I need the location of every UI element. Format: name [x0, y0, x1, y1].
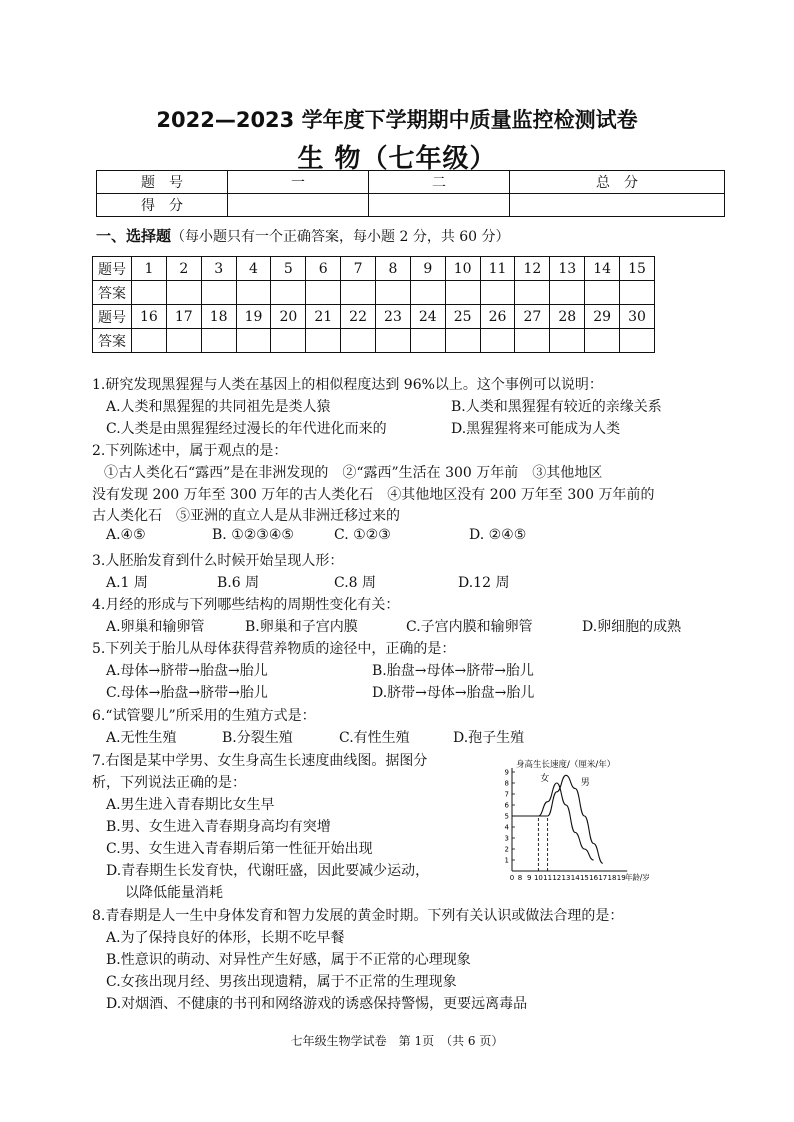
q6-stem: 6.“试管婴儿”所采用的生殖方式是： — [92, 708, 316, 724]
q4-stem: 4.月经的形成与下列哪些结构的周期性变化有关： — [92, 597, 400, 613]
q3-option-a[interactable]: A.1 周 — [106, 575, 148, 591]
grid-qnum: 30 — [620, 305, 655, 329]
exam-subtitle: 生 物（七年级） — [297, 144, 497, 174]
grid-qnum: 15 — [620, 257, 655, 281]
answer-cell[interactable] — [376, 281, 411, 305]
grid-label-question: 题号 — [93, 257, 132, 281]
answer-cell[interactable] — [201, 329, 236, 353]
answer-cell[interactable] — [201, 281, 236, 305]
x-tick-label: 16 — [589, 874, 599, 882]
x-tick-label: 17 — [598, 874, 608, 882]
answer-grid — [92, 256, 655, 353]
grid-qnum: 16 — [132, 305, 167, 329]
q7-option-c[interactable]: C.男、女生进入青春期后第一性征开始出现 — [106, 841, 373, 857]
answer-cell[interactable] — [341, 329, 376, 353]
y-tick-label: 5 — [504, 812, 509, 821]
q6-option-c[interactable]: C.有性生殖 — [339, 730, 410, 746]
q7-option-d[interactable]: D.青春期生长发育快，代谢旺盛，因此要减少运动， — [106, 863, 430, 879]
q1-option-d[interactable]: D.黑猩猩将来可能成为人类 — [451, 421, 621, 437]
answer-cell[interactable] — [620, 329, 655, 353]
grid-qnum: 20 — [271, 305, 306, 329]
chart-labels — [516, 759, 650, 882]
answer-cell[interactable] — [132, 281, 167, 305]
grid-qnum: 24 — [410, 305, 445, 329]
grid-qnum: 10 — [445, 257, 480, 281]
answer-cell[interactable] — [341, 281, 376, 305]
answer-grid-answer-row — [93, 329, 655, 353]
grid-qnum: 17 — [166, 305, 201, 329]
grid-qnum: 18 — [201, 305, 236, 329]
y-tick-label: 8 — [504, 779, 509, 788]
x-tick-label: 0 — [509, 874, 515, 882]
score-label-question: 题 号 — [97, 171, 228, 194]
score-label-total: 总 分 — [510, 171, 725, 194]
x-tick-label: 10 — [533, 874, 543, 882]
answer-cell[interactable] — [480, 281, 515, 305]
q4-option-d[interactable]: D.卵细胞的成熟 — [582, 619, 682, 635]
grid-qnum: 28 — [550, 305, 585, 329]
grid-qnum: 5 — [271, 257, 306, 281]
y-tick-label: 4 — [504, 823, 509, 832]
chart-title: 身高生长速度/（厘米/年） — [516, 760, 616, 770]
x-tick-label: 19 — [616, 874, 626, 882]
grid-qnum: 3 — [201, 257, 236, 281]
q3-stem: 3.人胚胎发育到什么时候开始呈现人形： — [92, 553, 344, 569]
grid-qnum: 25 — [445, 305, 480, 329]
q5-option-b[interactable]: B.胎盘→母体→脐带→胎儿 — [372, 663, 534, 679]
x-tick-label: 13 — [561, 874, 571, 882]
answer-cell[interactable] — [410, 329, 445, 353]
answer-cell[interactable] — [515, 329, 550, 353]
chart-series — [520, 775, 603, 863]
grid-qnum: 21 — [306, 305, 341, 329]
q5-option-c[interactable]: C.母体→胎盘→脐带→胎儿 — [106, 685, 268, 701]
score-table-score-row — [97, 194, 725, 217]
section1-title: 一、选择题 — [96, 227, 172, 245]
answer-cell[interactable] — [236, 329, 271, 353]
answer-grid-answer-row — [93, 281, 655, 305]
section1-heading — [96, 225, 510, 246]
grid-qnum: 7 — [341, 257, 376, 281]
answer-cell[interactable] — [166, 281, 201, 305]
q2-option-c[interactable]: C. ①②③ — [334, 527, 391, 543]
q2-statement-line: ①古人类化石“露西”是在非洲发现的 ②“露西”生活在 300 万年前 ③其他地区 — [104, 465, 603, 481]
answer-cell[interactable] — [585, 281, 620, 305]
grid-qnum: 26 — [480, 305, 515, 329]
q5-option-d[interactable]: D.脐带→母体→胎盘→胎儿 — [372, 685, 535, 701]
q8-option-c[interactable]: C.女孩出现月经、男孩出现遗精，属于不正常的生理现象 — [106, 974, 457, 990]
answer-cell[interactable] — [166, 329, 201, 353]
grid-qnum: 29 — [585, 305, 620, 329]
score-cell-total[interactable] — [510, 194, 725, 217]
answer-cell[interactable] — [445, 329, 480, 353]
grid-label-answer: 答案 — [93, 281, 132, 305]
answer-cell[interactable] — [271, 329, 306, 353]
q8-option-d[interactable]: D.对烟酒、不健康的书刊和网络游戏的诱惑保持警惕，更要远离毒品 — [106, 996, 528, 1012]
answer-cell[interactable] — [620, 281, 655, 305]
q7-option-d-cont: 以降低能量消耗 — [125, 885, 223, 901]
answer-cell[interactable] — [306, 281, 341, 305]
growth-rate-chart — [498, 757, 698, 889]
series-label-female: 女 — [540, 773, 550, 784]
x-tick-label: 11 — [543, 874, 553, 882]
answer-cell[interactable] — [550, 329, 585, 353]
series-line-female — [520, 783, 594, 860]
series-label-male: 男 — [580, 778, 590, 789]
y-tick-label: 6 — [504, 801, 509, 810]
q5-option-a[interactable]: A.母体→脐带→胎盘→胎儿 — [106, 663, 268, 679]
chart-guides — [512, 816, 548, 871]
answer-grid-question-row — [93, 305, 655, 329]
q3-option-b[interactable]: B.6 周 — [217, 575, 260, 591]
q7-stem: 7.右图是某中学男、女生身高生长速度曲线图。据图分 — [92, 753, 428, 769]
grid-qnum: 4 — [236, 257, 271, 281]
q2-option-b[interactable]: B. ①②③④⑤ — [212, 527, 294, 543]
score-cell-part2[interactable] — [369, 194, 510, 217]
x-tick-label: 12 — [552, 874, 562, 882]
q4-option-b[interactable]: B.卵巢和子宫内膜 — [245, 619, 358, 635]
grid-qnum: 8 — [376, 257, 411, 281]
x-tick-label: 18 — [607, 874, 617, 882]
grid-qnum: 6 — [306, 257, 341, 281]
q6-option-a[interactable]: A.无性生殖 — [106, 730, 177, 746]
grid-qnum: 11 — [480, 257, 515, 281]
q7-option-b[interactable]: B.男、女生进入青春期身高均有突增 — [106, 819, 331, 835]
answer-cell[interactable] — [550, 281, 585, 305]
q4-option-c[interactable]: C.子宫内膜和输卵管 — [406, 619, 533, 635]
x-tick-label: 14 — [570, 874, 580, 882]
q2-statement-line: 没有发现 200 万年至 300 万年的古人类化石 ④其他地区没有 200 万年至 300 万年前的 — [92, 487, 655, 503]
grid-label-answer: 答案 — [93, 329, 132, 353]
y-tick-label: 3 — [504, 834, 509, 843]
score-table — [96, 170, 725, 217]
grid-qnum: 27 — [515, 305, 550, 329]
x-tick-label: 15 — [579, 874, 589, 882]
score-label-part2: 二 — [369, 171, 510, 194]
chart-ticks — [505, 769, 626, 883]
answer-cell[interactable] — [376, 329, 411, 353]
q2-statement-line: 古人类化石 ⑤亚洲的直立人是从非洲迁移过来的 — [92, 508, 400, 524]
answer-cell[interactable] — [271, 281, 306, 305]
x-tick-label: 9 — [526, 874, 532, 882]
q5-stem: 5.下列关于胎儿从母体获得营养物质的途径中，正确的是： — [92, 641, 456, 657]
score-table-header-row — [97, 171, 725, 194]
score-cell-part1[interactable] — [228, 194, 369, 217]
series-line-male — [520, 775, 603, 863]
grid-qnum: 23 — [376, 305, 411, 329]
q1-option-a[interactable]: A.人类和黑猩猩的共同祖先是类人猿 — [106, 399, 331, 415]
grid-qnum: 19 — [236, 305, 271, 329]
answer-cell[interactable] — [236, 281, 271, 305]
grid-qnum: 22 — [341, 305, 376, 329]
q1-option-c[interactable]: C.人类是由黑猩猩经过漫长的年代进化而来的 — [106, 421, 387, 437]
x-tick-label: 8 — [517, 874, 523, 882]
q2-option-d[interactable]: D. ②④⑤ — [469, 527, 527, 543]
grid-qnum: 2 — [166, 257, 201, 281]
answer-cell[interactable] — [306, 329, 341, 353]
q7-stem-cont: 析，下列说法正确的是： — [92, 775, 246, 791]
grid-qnum: 9 — [410, 257, 445, 281]
answer-cell[interactable] — [515, 281, 550, 305]
q1-stem: 1.研究发现黑猩猩与人类在基因上的相似程度达到 96%以上。这个事例可以说明： — [92, 377, 603, 393]
q8-option-a[interactable]: A.为了保持良好的体形，长期不吃早餐 — [106, 930, 345, 946]
grid-qnum: 13 — [550, 257, 585, 281]
q1-option-b[interactable]: B.人类和黑猩猩有较近的亲缘关系 — [451, 399, 662, 415]
q6-option-d[interactable]: D.孢子生殖 — [453, 730, 525, 746]
q3-option-d[interactable]: D.12 周 — [458, 575, 510, 591]
answer-cell[interactable] — [445, 281, 480, 305]
answer-cell[interactable] — [132, 329, 167, 353]
grid-qnum: 12 — [515, 257, 550, 281]
grid-label-question: 题号 — [93, 305, 132, 329]
q3-option-c[interactable]: C.8 周 — [334, 575, 377, 591]
section1-note: （每小题只有一个正确答案，每小题 2 分，共 60 分） — [171, 229, 510, 245]
y-tick-label: 1 — [504, 856, 509, 865]
grid-qnum: 1 — [132, 257, 167, 281]
exam-title: 2022—2023 学年度下学期期中质量监控检测试卷 — [156, 108, 638, 132]
answer-cell[interactable] — [585, 329, 620, 353]
q2-option-a[interactable]: A.④⑤ — [106, 527, 146, 543]
y-tick-label: 2 — [504, 845, 509, 854]
x-axis-label: 年龄/岁 — [624, 873, 650, 882]
answer-cell[interactable] — [480, 329, 515, 353]
page-footer: 七年级生物学试卷 第 1页 （共 6 页） — [290, 1034, 504, 1048]
q4-option-a[interactable]: A.卵巢和输卵管 — [106, 619, 205, 635]
q7-option-a[interactable]: A.男生进入青春期比女生早 — [106, 797, 275, 813]
chart-axes — [512, 768, 627, 871]
y-tick-label: 9 — [504, 768, 509, 777]
answer-cell[interactable] — [410, 281, 445, 305]
grid-qnum: 14 — [585, 257, 620, 281]
q2-stem: 2.下列陈述中，属于观点的是： — [92, 443, 288, 459]
q6-option-b[interactable]: B.分裂生殖 — [222, 730, 293, 746]
q8-stem: 8.青春期是人一生中身体发育和智力发展的黄金时期。下列有关认识或做法合理的是： — [92, 908, 624, 924]
score-label-score: 得 分 — [97, 194, 228, 217]
q8-option-b[interactable]: B.性意识的萌动、对异性产生好感，属于不正常的心理现象 — [106, 952, 471, 968]
y-tick-label: 7 — [504, 790, 509, 799]
score-label-part1: 一 — [228, 171, 369, 194]
answer-grid-question-row — [93, 257, 655, 281]
